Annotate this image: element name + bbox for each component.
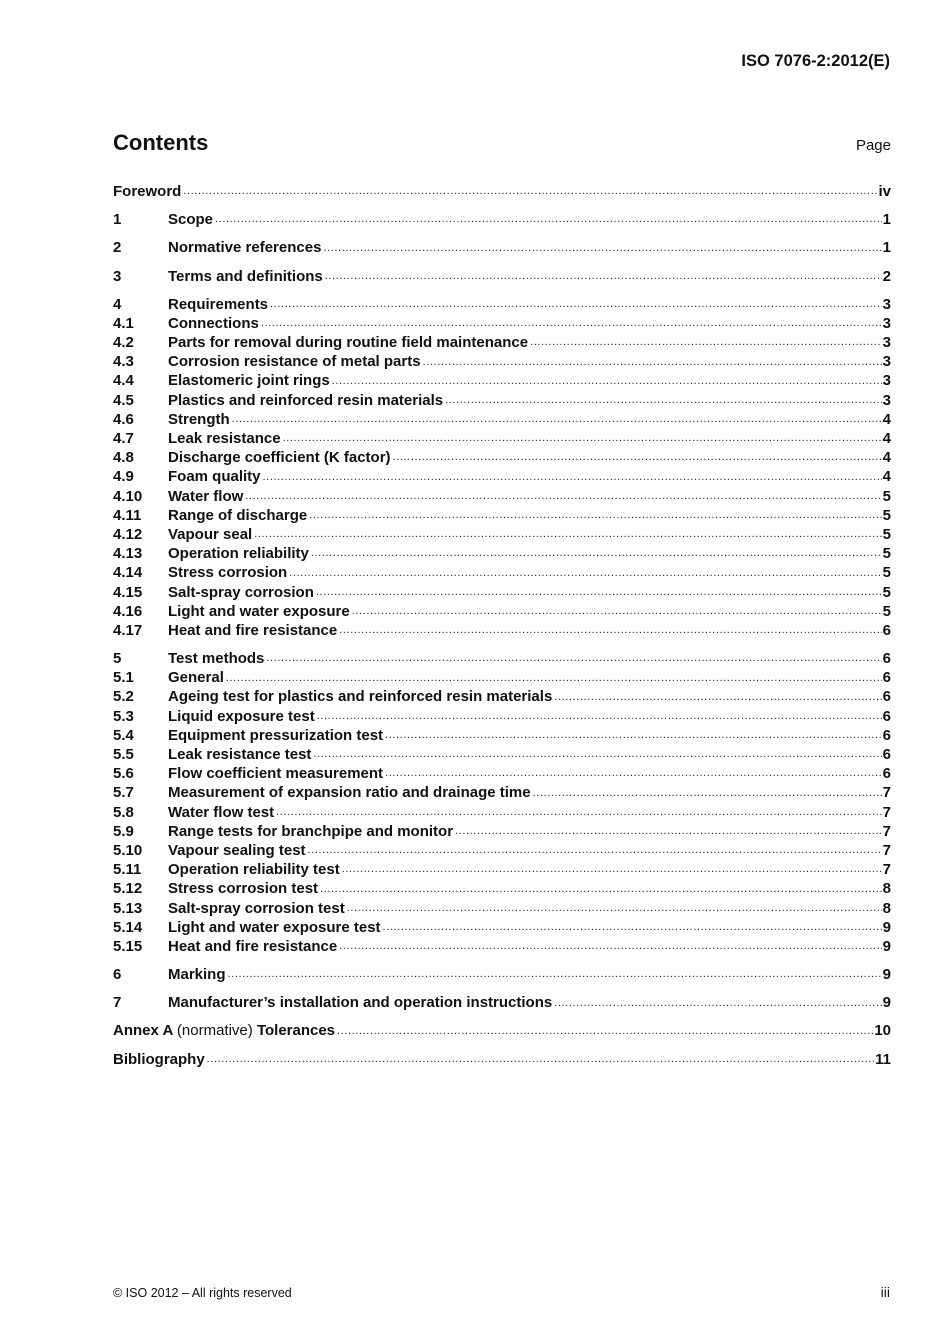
toc-entry[interactable]	[113, 410, 891, 429]
toc-entry-title-text: Plastics and reinforced resin materials	[168, 391, 444, 409]
toc-entry-number: 4.5	[113, 391, 134, 409]
toc-entry[interactable]	[113, 352, 891, 371]
toc-entry-title	[168, 726, 383, 745]
toc-entry-page: 5	[882, 564, 891, 582]
dot-leader	[554, 996, 881, 1010]
toc-entry-number: 4.14	[113, 564, 143, 582]
toc-entry-title	[168, 371, 330, 390]
dot-leader	[337, 1024, 873, 1038]
toc-entry-title	[168, 783, 531, 802]
toc-entry-number: 6	[113, 966, 122, 984]
toc-entry-title-text: General	[168, 669, 224, 687]
dot-leader	[325, 269, 882, 283]
toc-entry-number: 7	[113, 994, 122, 1012]
toc-entry-number: 4.17	[113, 621, 143, 639]
toc-entry-title	[168, 707, 315, 726]
toc-entry-page: 6	[882, 726, 891, 744]
toc-entry-title-text: Heat and fire resistance	[168, 621, 338, 639]
toc-entry-title	[113, 1021, 335, 1040]
toc-entry-title	[168, 467, 261, 486]
contents-header	[113, 130, 891, 156]
toc-entry-title	[168, 965, 226, 984]
toc-entry[interactable]	[113, 668, 891, 687]
toc-entry-page: 8	[882, 880, 891, 898]
toc-entry-page: 5	[882, 545, 891, 563]
dot-leader	[311, 546, 882, 560]
toc-entry-page: 7	[882, 784, 891, 802]
toc-entry[interactable]	[113, 707, 891, 726]
dot-leader	[530, 335, 882, 349]
toc-entry[interactable]	[113, 429, 891, 448]
toc-entry-page: 6	[882, 746, 891, 764]
page-column-label: Page	[855, 137, 891, 154]
toc-entry-title	[168, 333, 528, 352]
toc-entry[interactable]	[113, 726, 891, 745]
toc-entry-title	[113, 1050, 205, 1069]
toc-entry[interactable]	[113, 448, 891, 467]
dot-leader	[283, 431, 882, 445]
toc-entry-number: 4.16	[113, 602, 143, 620]
dot-leader	[183, 184, 877, 198]
toc-entry-number: 2	[113, 239, 122, 257]
toc-entry-title-text: Stress corrosion test	[168, 880, 319, 898]
toc-entry-page: 6	[882, 688, 891, 706]
toc-entry-page: 4	[882, 410, 891, 428]
toc-entry-number: 4.7	[113, 430, 134, 448]
toc-entry[interactable]	[113, 182, 891, 201]
dot-leader	[385, 728, 882, 742]
toc-entry-title	[168, 918, 381, 937]
toc-entry-number: 5.10	[113, 841, 143, 859]
toc-entry-title-text: Parts for removal during routine field maintenance	[168, 334, 529, 352]
dot-leader	[342, 862, 882, 876]
toc-entry-title-text: Leak resistance	[168, 430, 281, 448]
dot-leader	[383, 920, 882, 934]
toc-entry-number: 4	[113, 295, 122, 313]
toc-entry-title	[168, 602, 350, 621]
toc-entry-title-text: Test methods	[168, 650, 265, 668]
toc-entry-title-text: Salt-spray corrosion test	[168, 899, 345, 917]
dot-leader	[332, 374, 882, 388]
toc-entry-title-text: Heat and fire resistance	[168, 937, 338, 955]
toc-entry-page: 5	[882, 487, 891, 505]
dot-leader	[554, 690, 881, 704]
dot-leader	[455, 824, 882, 838]
toc-entry-page: 4	[882, 468, 891, 486]
toc-entry-title-text: Range tests for branchpipe and monitor	[168, 822, 454, 840]
contents-title: Contents	[113, 130, 209, 155]
toc-entry[interactable]	[113, 391, 891, 410]
dot-leader	[226, 671, 882, 685]
dot-leader	[339, 939, 881, 953]
toc-entry-title	[168, 899, 345, 918]
toc-entry[interactable]	[113, 525, 891, 544]
toc-entry-number: 4.12	[113, 525, 143, 543]
toc-entry-title	[168, 803, 274, 822]
dot-leader	[261, 316, 882, 330]
toc-entry-number: 5.2	[113, 688, 134, 706]
toc-entry-title-text: Manufacturer’s installation and operation instructions	[168, 994, 553, 1012]
toc-entry-title-text: Discharge coefficient (K factor)	[168, 449, 391, 467]
toc-entry-number: 5.6	[113, 765, 134, 783]
copyright-notice: © ISO 2012 – All rights reserved	[113, 1286, 292, 1300]
toc-entry-number: 4.4	[113, 372, 134, 390]
toc-entry-title	[168, 937, 337, 956]
toc-entry-title-text: Operation reliability test	[168, 861, 340, 879]
toc-entry-number: 4.13	[113, 545, 143, 563]
dot-leader	[385, 766, 882, 780]
toc-entry-page: 6	[882, 650, 891, 668]
dot-leader	[232, 412, 882, 426]
toc-entry-title-text: Elastomeric joint rings	[168, 372, 330, 390]
toc-entry[interactable]	[113, 841, 891, 860]
toc-entry-title	[168, 238, 321, 257]
table-of-contents	[113, 182, 891, 1069]
toc-entry[interactable]	[113, 1022, 891, 1041]
toc-entry[interactable]	[113, 764, 891, 783]
toc-entry[interactable]	[113, 210, 891, 229]
toc-entry-title-text: Annex A	[113, 1022, 173, 1040]
dot-leader	[263, 470, 882, 484]
dot-leader	[445, 393, 882, 407]
toc-entry[interactable]	[113, 937, 891, 956]
toc-entry[interactable]	[113, 621, 891, 640]
toc-entry-page: 3	[882, 314, 891, 332]
toc-entry[interactable]	[113, 860, 891, 879]
dot-leader	[215, 212, 882, 226]
toc-entry-title	[168, 314, 259, 333]
toc-entry-title-text: Equipment pressurization test	[168, 726, 384, 744]
toc-entry-number: 5.8	[113, 803, 134, 821]
toc-entry-title-text: Flow coefficient measurement	[168, 765, 384, 783]
toc-entry-title-text: Vapour seal	[168, 525, 253, 543]
dot-leader	[347, 901, 882, 915]
toc-entry-title-text: Normative references	[168, 239, 322, 257]
toc-entry-number: 5.5	[113, 746, 134, 764]
document-id: ISO 7076-2:2012(E)	[741, 52, 890, 70]
toc-entry-page: 7	[882, 861, 891, 879]
toc-entry-number: 5.4	[113, 726, 134, 744]
toc-entry-number: 5.13	[113, 899, 143, 917]
toc-entry-title	[168, 668, 224, 687]
toc-entry-title-text: Light and water exposure test	[168, 918, 381, 936]
toc-entry[interactable]	[113, 879, 891, 898]
toc-entry[interactable]	[113, 965, 891, 984]
toc-entry-title	[168, 745, 311, 764]
toc-entry-title	[168, 687, 552, 706]
toc-entry[interactable]	[113, 745, 891, 764]
toc-entry-title-text: Light and water exposure	[168, 602, 350, 620]
toc-entry-page: 5	[882, 525, 891, 543]
toc-entry-page: 3	[882, 334, 891, 352]
toc-entry-page: 9	[882, 937, 891, 955]
dot-leader	[228, 967, 882, 981]
toc-entry-page: 3	[882, 372, 891, 390]
toc-entry-page: 3	[882, 353, 891, 371]
toc-entry-title	[168, 544, 309, 563]
toc-entry[interactable]	[113, 563, 891, 582]
toc-entry-number: 4.9	[113, 468, 134, 486]
dot-leader	[320, 882, 882, 896]
toc-entry[interactable]	[113, 822, 891, 841]
toc-entry[interactable]	[113, 688, 891, 707]
toc-entry-number: 5.7	[113, 784, 134, 802]
toc-entry-title	[168, 993, 552, 1012]
toc-entry-page: 1	[882, 239, 891, 257]
toc-entry-title-text: Water flow test	[168, 803, 275, 821]
toc-entry-title-text: Liquid exposure test	[168, 707, 315, 725]
toc-entry-page: 4	[882, 449, 891, 467]
toc-entry-title	[168, 295, 268, 314]
toc-entry-title-text: Measurement of expansion ratio and drainage time	[168, 784, 531, 802]
toc-entry-number: 3	[113, 267, 122, 285]
dot-leader	[313, 747, 881, 761]
toc-entry-title	[168, 822, 453, 841]
toc-entry-title	[168, 563, 287, 582]
toc-entry-title-text: Operation reliability	[168, 545, 309, 563]
toc-entry[interactable]	[113, 649, 891, 668]
toc-entry-number: 5.15	[113, 937, 143, 955]
toc-entry-number: 4.1	[113, 314, 134, 332]
toc-entry-page: 6	[882, 765, 891, 783]
toc-entry[interactable]	[113, 333, 891, 352]
toc-entry-title-text: Water flow	[168, 487, 244, 505]
dot-leader	[289, 566, 881, 580]
toc-entry-number: 1	[113, 211, 122, 229]
toc-entry-title-text: Foreword	[113, 182, 182, 200]
toc-entry[interactable]	[113, 487, 891, 506]
toc-entry-number: 4.11	[113, 506, 142, 524]
toc-entry-title-text: Requirements	[168, 295, 269, 313]
toc-entry-annex-type: (normative)	[176, 1022, 253, 1040]
toc-entry-title	[168, 410, 230, 429]
toc-entry[interactable]	[113, 602, 891, 621]
toc-entry-page: 5	[882, 583, 891, 601]
toc-entry-page: 9	[882, 918, 891, 936]
toc-entry-page: 8	[882, 899, 891, 917]
toc-entry-page: 11	[875, 1050, 891, 1068]
toc-entry-page: 5	[882, 602, 891, 620]
toc-entry-title-text: Foam quality	[168, 468, 261, 486]
toc-entry-title	[168, 860, 340, 879]
toc-entry-title	[113, 182, 181, 201]
page-number: iii	[880, 1284, 890, 1300]
dot-leader	[245, 489, 881, 503]
toc-entry-title-text: Bibliography	[113, 1050, 205, 1068]
toc-entry-title-text: Ageing test for plastics and reinforced resin materials	[168, 688, 553, 706]
toc-entry-page: 9	[882, 966, 891, 984]
dot-leader	[352, 604, 882, 618]
dot-leader	[316, 585, 882, 599]
toc-entry-title-text: Connections	[168, 314, 259, 332]
toc-entry-page: 7	[882, 841, 891, 859]
toc-entry-page: 7	[882, 822, 891, 840]
toc-entry[interactable]	[113, 918, 891, 937]
toc-entry-page: 7	[882, 803, 891, 821]
toc-entry-page: 3	[882, 295, 891, 313]
dot-leader	[266, 651, 881, 665]
toc-entry-title-text: Stress corrosion	[168, 564, 288, 582]
toc-entry[interactable]	[113, 544, 891, 563]
toc-entry[interactable]	[113, 238, 891, 257]
toc-entry[interactable]	[113, 993, 891, 1012]
toc-entry-number: 5.9	[113, 822, 134, 840]
toc-entry-title	[168, 841, 306, 860]
toc-entry-number: 4.6	[113, 410, 134, 428]
toc-entry[interactable]	[113, 899, 891, 918]
toc-entry-number: 5.1	[113, 669, 134, 687]
dot-leader	[317, 709, 882, 723]
toc-entry-title-text: Strength	[168, 410, 230, 428]
toc-entry-title-text: Vapour sealing test	[168, 841, 306, 859]
toc-entry-annex-title: Tolerances	[256, 1022, 336, 1040]
toc-entry-title	[168, 621, 337, 640]
dot-leader	[276, 805, 882, 819]
toc-entry-number: 5.11	[113, 861, 142, 879]
toc-entry[interactable]	[113, 1050, 891, 1069]
dot-leader	[207, 1052, 874, 1066]
toc-entry-title	[168, 429, 281, 448]
toc-entry-number: 5.12	[113, 880, 143, 898]
dot-leader	[423, 355, 882, 369]
toc-entry-page: 5	[882, 506, 891, 524]
toc-entry-number: 5.3	[113, 707, 134, 725]
toc-entry-page: 6	[882, 707, 891, 725]
toc-entry-page: 3	[882, 391, 891, 409]
toc-entry[interactable]	[113, 506, 891, 525]
toc-entry[interactable]	[113, 295, 891, 314]
toc-entry-page: 6	[882, 621, 891, 639]
dot-leader	[270, 297, 882, 311]
dot-leader	[393, 450, 882, 464]
toc-entry[interactable]	[113, 372, 891, 391]
toc-entry[interactable]	[113, 267, 891, 286]
toc-entry-title	[168, 764, 383, 783]
toc-entry-number: 5.14	[113, 918, 143, 936]
toc-entry-title	[168, 525, 252, 544]
dot-leader	[309, 508, 881, 522]
toc-entry-title-text: Marking	[168, 966, 226, 984]
toc-entry-title-text: Range of discharge	[168, 506, 308, 524]
toc-entry-title	[168, 583, 314, 602]
dot-leader	[308, 843, 882, 857]
toc-entry-number: 4.8	[113, 449, 134, 467]
toc-entry-page: 10	[874, 1022, 891, 1040]
toc-entry-title	[168, 487, 243, 506]
dot-leader	[339, 623, 881, 637]
toc-entry-title	[168, 352, 421, 371]
toc-entry[interactable]	[113, 803, 891, 822]
toc-entry-page: 6	[882, 669, 891, 687]
toc-entry-number: 4.15	[113, 583, 143, 601]
toc-entry-page: 1	[882, 211, 891, 229]
toc-entry-title-text: Terms and definitions	[168, 267, 323, 285]
toc-entry-number: 4.2	[113, 334, 134, 352]
toc-entry-title-text: Leak resistance test	[168, 746, 312, 764]
toc-entry-title-text: Salt-spray corrosion	[168, 583, 314, 601]
toc-entry-number: 4.3	[113, 353, 134, 371]
toc-entry-page: 4	[882, 430, 891, 448]
toc-entry-title	[168, 448, 391, 467]
toc-entry-title	[168, 649, 264, 668]
toc-entry[interactable]	[113, 583, 891, 602]
toc-entry[interactable]	[113, 467, 891, 486]
toc-entry-page: 2	[882, 267, 891, 285]
toc-entry-title	[168, 506, 307, 525]
dot-leader	[533, 786, 882, 800]
dot-leader	[254, 527, 881, 541]
toc-entry-number: 5	[113, 650, 122, 668]
toc-entry-title-text: Corrosion resistance of metal parts	[168, 353, 421, 371]
toc-entry[interactable]	[113, 783, 891, 802]
toc-entry-title	[168, 879, 318, 898]
dot-leader	[323, 241, 881, 255]
toc-entry-title	[168, 267, 323, 286]
toc-entry-page: iv	[878, 182, 891, 200]
toc-entry-title	[168, 210, 213, 229]
toc-entry-title-text: Scope	[168, 211, 214, 229]
toc-entry-title	[168, 391, 443, 410]
toc-entry[interactable]	[113, 314, 891, 333]
toc-entry-page: 9	[882, 994, 891, 1012]
toc-entry-number: 4.10	[113, 487, 143, 505]
